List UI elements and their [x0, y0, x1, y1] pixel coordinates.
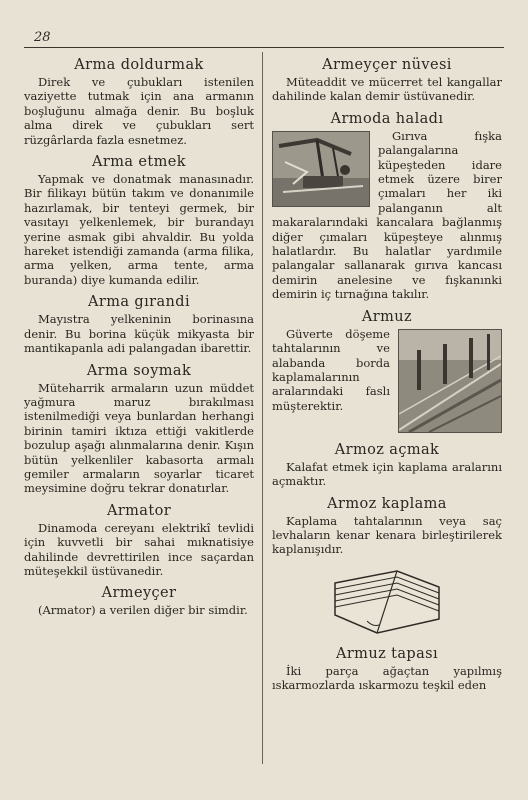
page-number: 28	[34, 30, 51, 45]
entry-title: Armuz tapası	[335, 645, 439, 662]
entry-armoda-haladi	[272, 111, 502, 302]
entry-text: Yapmak ve donatmak manasınadır. Bir filikayı bütün takım ve donanımile hazırlamak, bir tenteyi germek, bir vasıtayı yelkenlemek, bir burandayı yerine asmak gibi ahvaldir. Bu yolda hareket istendiği zamanda (arma filika, arma yelken, arma tente, arma buranda) diye kumanda edilir.	[24, 172, 254, 287]
entry-armuz	[272, 309, 502, 435]
entry-title: Arma gırandi	[88, 294, 190, 311]
entry-arma-etmek	[24, 154, 254, 287]
entry-armeycer-nuvesi	[272, 57, 502, 104]
entry-armeycer	[24, 585, 254, 617]
right-column	[272, 57, 502, 693]
entry-text: Direk ve çubukları istenilen vaziyette tutmak için ana armanın boşluğunu almağa denir. Bu boşluk alma direk ve çubukları sert rüzgârlarda fazla esnetmez.	[24, 75, 254, 147]
entry-title: Armoz kaplama	[327, 495, 447, 512]
entry-arma-soymak	[24, 363, 254, 496]
entry-text: Güverte döşeme tahtalarının ve alabanda borda kaplamalarının aralarındaki faslı müşterektir.	[272, 326, 390, 413]
entry-text: Kalafat etmek için kaplama aralarını açmaktır.	[272, 459, 502, 489]
left-column	[24, 57, 254, 618]
davit-photo-drawing	[273, 132, 369, 206]
entry-armuz-tapasi	[272, 646, 502, 693]
entry-title: Armator	[106, 502, 172, 519]
entry-armator	[24, 503, 254, 579]
entry-armoz-kaplama	[272, 496, 502, 639]
entry-title: Arma soymak	[86, 362, 192, 379]
entry-title: Arma doldurmak	[74, 57, 204, 73]
deck-photo-drawing	[399, 330, 501, 432]
entry-text: Müteaddit ve mücerret tel kangallar dahilinde kalan demir üstüvanedir.	[272, 75, 502, 104]
entry-title: Armoda haladı	[330, 110, 444, 127]
entry-title: Armoz açmak	[334, 441, 440, 458]
entry-text: Gırıva fışka palangalarına küpeşteden idare etmek üzere birer çımaları her iki palanganın alt makaralarındaki kancalara bağlanmış diğer çımaları küpeşteye alınmış halatlardır. Bu halatlar yardımile palangalar sallanarak gırıva kancası demirin anelesine ve fışkanınki demirin iç tırnağına takılır.	[272, 128, 502, 302]
entry-title: Armeyçer nüvesi	[322, 57, 452, 73]
entry-title: Arma etmek	[92, 154, 186, 171]
armoz-kaplama-diagram	[327, 563, 447, 639]
entry-text: Kaplama tahtalarının veya saç levhaların kenar kenara birleştirilerek kaplanışıdır.	[272, 513, 502, 557]
column-divider	[262, 52, 263, 764]
entry-title: Armuz	[361, 308, 413, 325]
header-rule	[24, 47, 504, 48]
entry-text: Mayıstra yelkeninin borinasına denir. Bu borina küçük mikyasta bir mantikapanla adi palangadan ibarettir.	[24, 312, 254, 356]
entry-text: (Armator) a verilen diğer bir simdir.	[38, 603, 248, 618]
entry-arma-doldurmak	[24, 57, 254, 147]
entry-text: Dinamoda cereyanı elektrikî tevlidi için kuvvetli bir sahai mıknatisiye dahilinde devrettirilen ince saçardan müteşekkil üstüvanedir.	[24, 520, 254, 578]
armuz-photo	[398, 329, 502, 433]
planking-diagram-drawing	[327, 563, 447, 639]
entry-text: İki parça ağaçtan yapılmış ıskarmozlarda ıskarmozu teşkil eden	[272, 663, 502, 693]
entry-text: Müteharrik armaların uzun müddet yağmura maruz bırakılması istenilmediği veya bunlardan herhangi birinin tamiri iktıza ettiği vakitlerde bozulup aşağı alınmalarına denir. Kışın bütün yelkenliler kabasorta armalı gemiler armaların soyarlar ticaret meysimine doğru tekrar donatırlar.	[24, 380, 254, 496]
armoda-haladi-photo	[272, 131, 370, 207]
entry-arma-girandi	[24, 294, 254, 355]
entry-armoz-acmak	[272, 442, 502, 489]
entry-title: Armeyçer	[101, 585, 177, 602]
